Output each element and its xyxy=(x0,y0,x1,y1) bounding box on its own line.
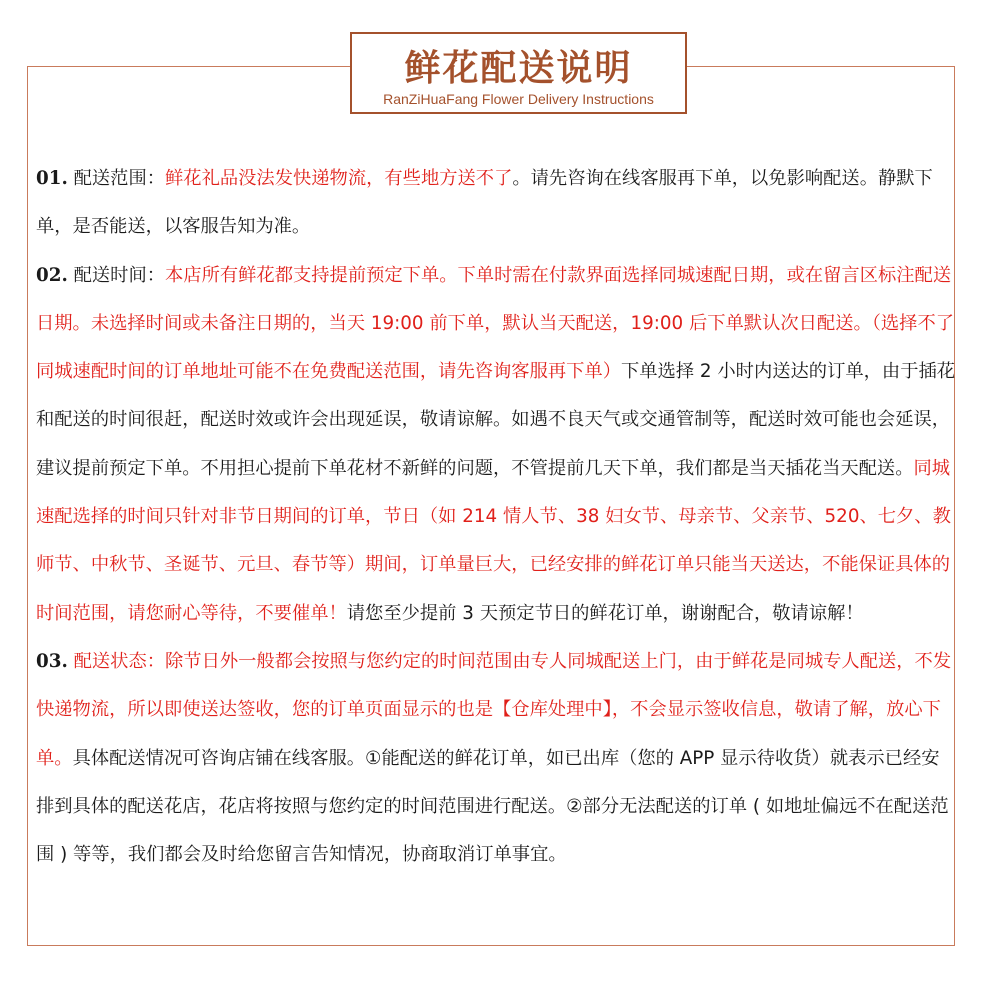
section-02 xyxy=(36,252,956,638)
body-text: 。请先咨询在线客服再下单，以免影响配送。静默下单，是否能送，以客服告知为准。 xyxy=(36,168,933,238)
body-text: 请您至少提前 3 天预定节日的鲜花订单，谢谢配合，敬请谅解！ xyxy=(346,602,864,624)
highlight-text: 配送状态：除节日外一般都会按照与您约定的时间范围由专人同城配送上门，由于鲜花是同城专人配送，不发快递物流，所以即使送达签收，您的订单页面显示的也是【仓库处理中】，不会显示签收信息，敬请了解，放心下单。 xyxy=(36,650,952,769)
body-text: 下单选择 2 小时内送达的订单，由于插花和配送的时间很赶，配送时效或许会出现延误，敬请谅解。如遇不良天气或交通管制等，配送时效可能也会延误，建议提前预定下单。不用担心提前下单花材不新鲜的问题，不管提前几天下单，我们都是当天插花当天配送。 xyxy=(36,361,956,479)
highlight-text: 同城速配选择的时间只针对非节日期间的订单，节日（如 214 情人节、38 妇女节、母亲节、父亲节、520、七夕、教师节、中秋节、圣诞节、元旦、春节等）期间，订单量巨大，已经安排的鲜花订单只能当天送达，不能保证具体的时间范围，请您耐心等待，不要催单！ xyxy=(36,457,951,624)
section-01 xyxy=(36,155,956,252)
page-subtitle: RanZiHuaFang Flower Delivery Instructions xyxy=(383,91,654,107)
section-number: 03. xyxy=(36,650,68,672)
section-number: 02. xyxy=(36,264,68,286)
section-03 xyxy=(36,638,956,879)
page-title: 鲜花配送说明 xyxy=(404,47,633,89)
title-box xyxy=(350,32,687,114)
section-label: 配送时间： xyxy=(67,264,166,286)
section-label: 配送范围： xyxy=(67,168,166,189)
highlight-text: 鲜花礼品没法发快递物流，有些地方送不了 xyxy=(165,168,513,189)
content xyxy=(36,155,956,879)
section-number: 01. xyxy=(36,168,68,189)
highlight-text: 本店所有鲜花都支持提前预定下单。下单时需在付款界面选择同城速配日期，或在留言区标注配送日期。未选择时间或未备注日期的，当天 19:00 前下单，默认当天配送，19:00 后下单默认次日配送。（选择不了同城速配时间的订单地址可能不在免费配送范围，请先咨询客服再下单） xyxy=(36,264,955,383)
body-text: 具体配送情况可咨询店铺在线客服。①能配送的鲜花订单，如已出库（您的 APP 显示待收货）就表示已经安排到具体的配送花店，花店将按照与您约定的时间范围进行配送。②部分无法配送的订单 ( 如地址偏远不在配送范围 ) 等等，我们都会及时给您留言告知情况，协商取消订单事宜。 xyxy=(36,747,949,866)
